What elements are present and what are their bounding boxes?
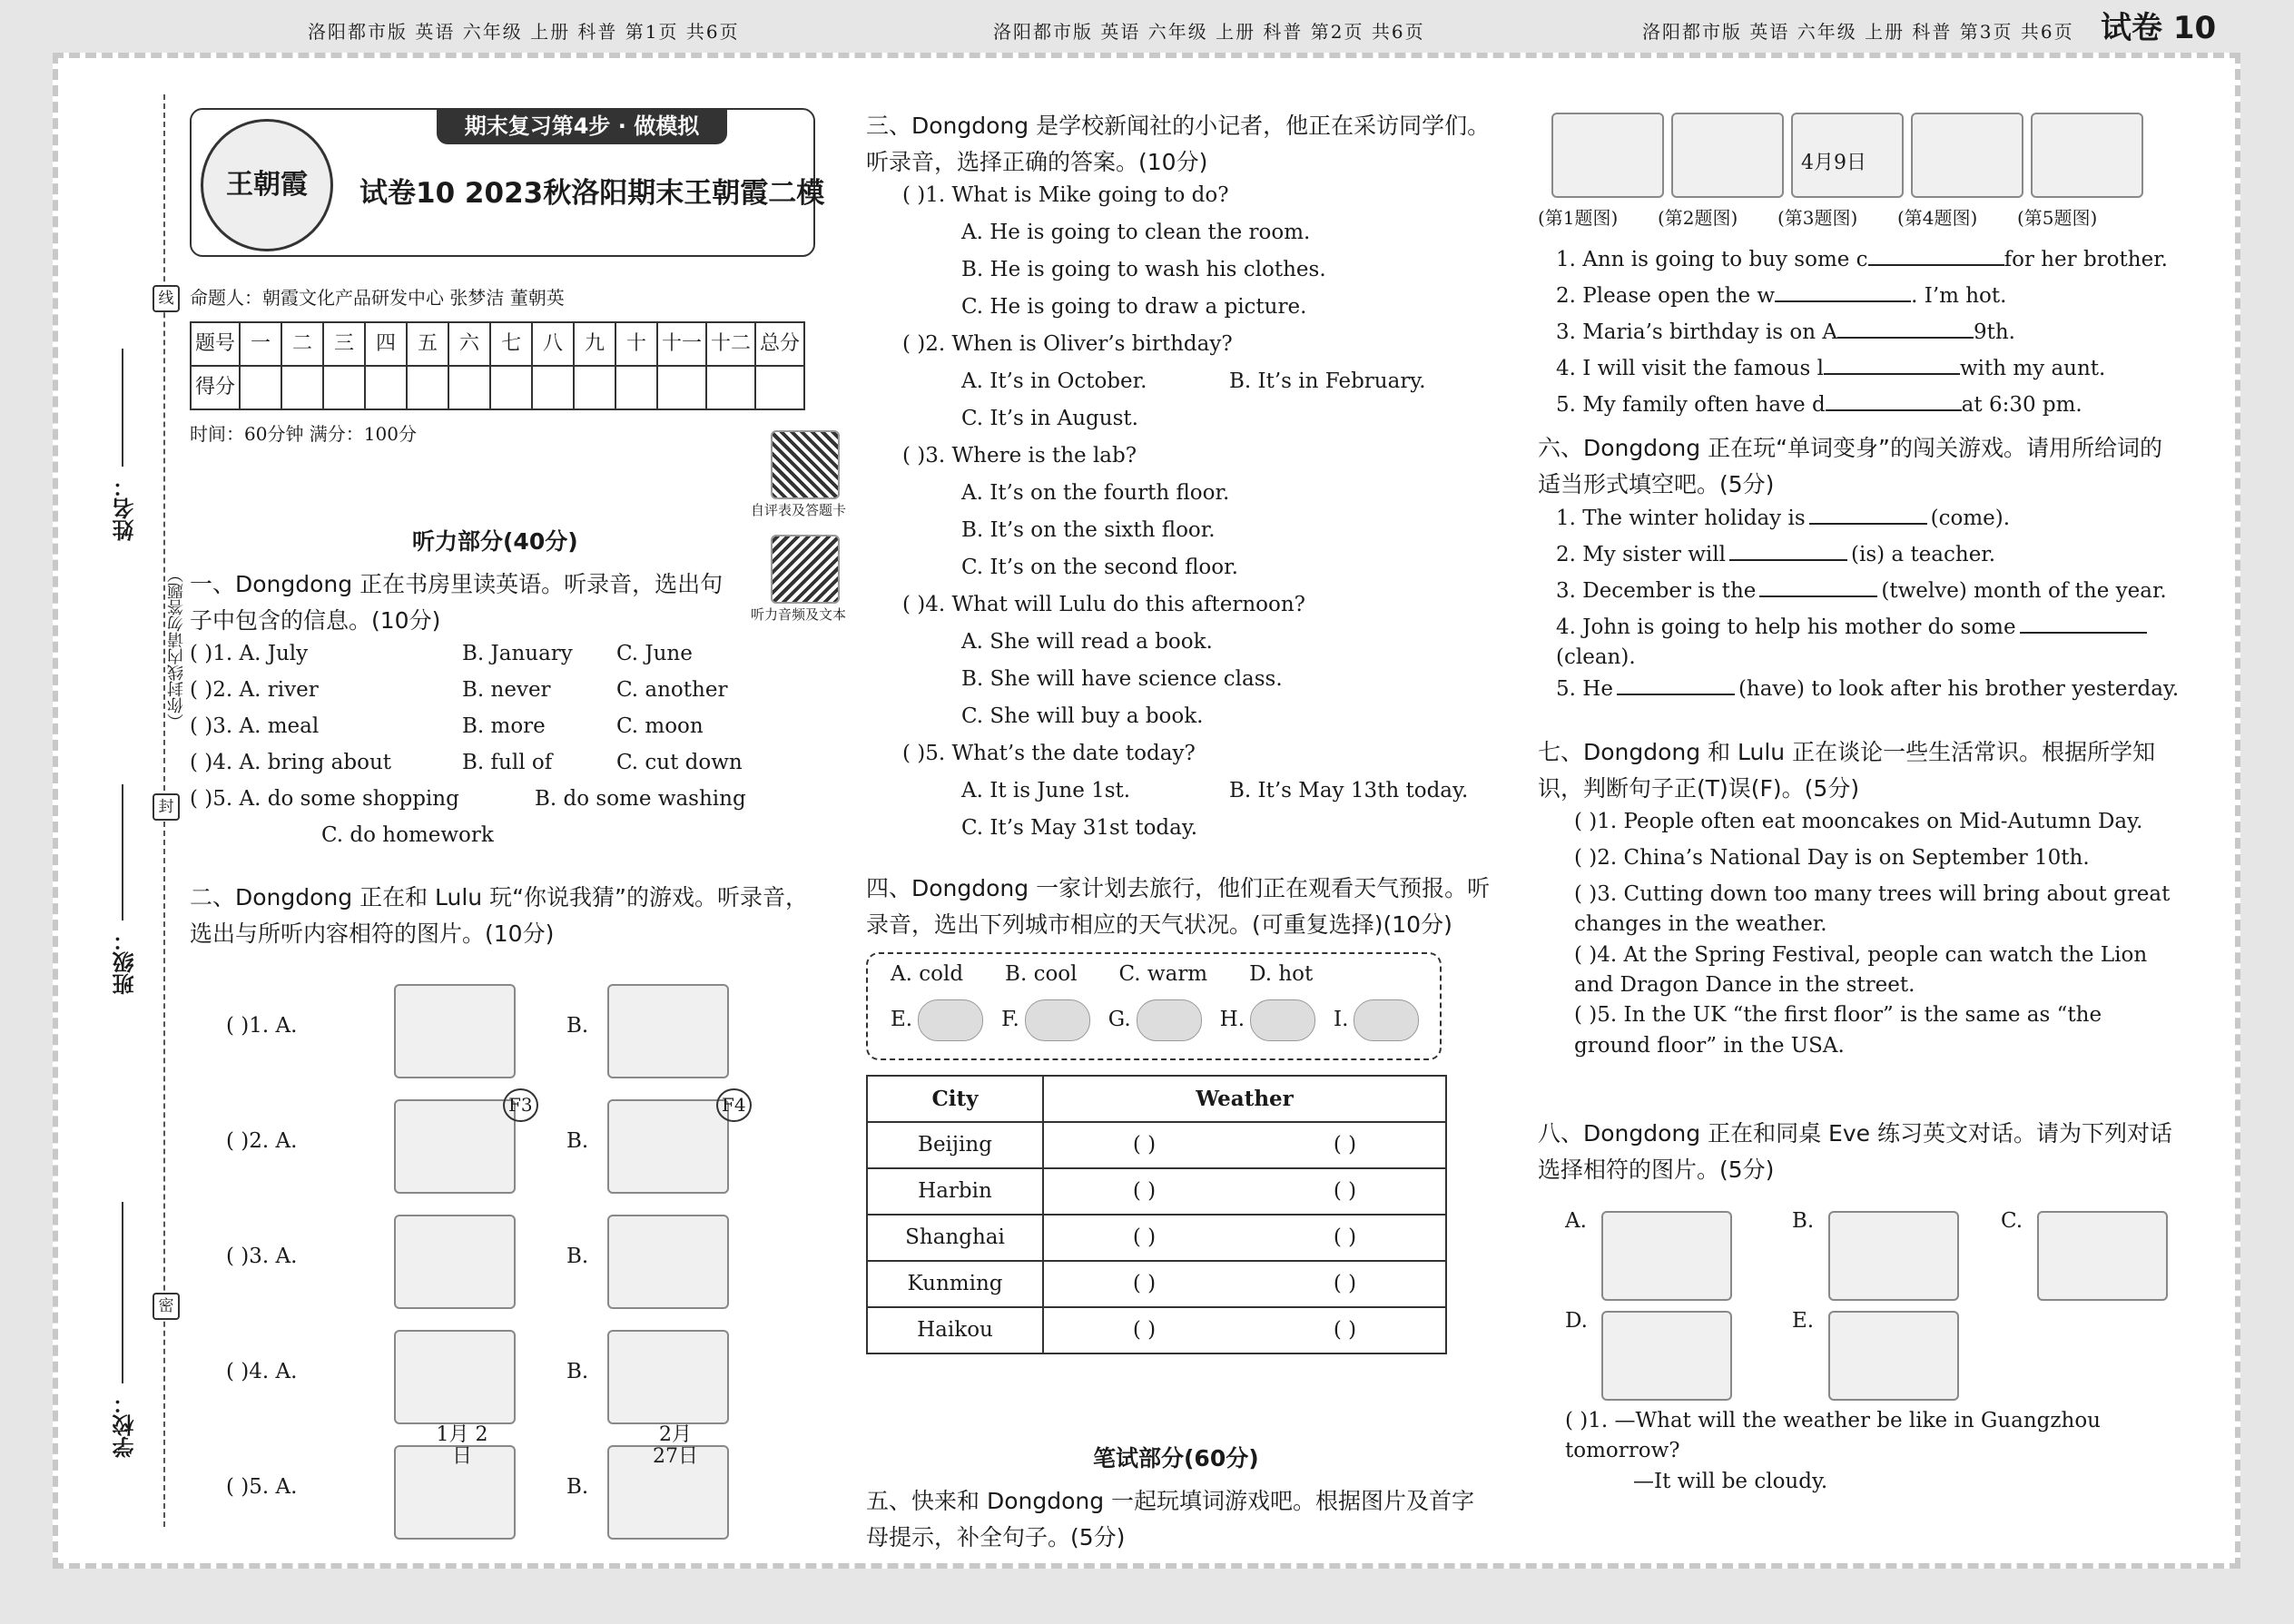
option-line <box>866 627 1492 664</box>
option-label: B. <box>566 1360 589 1383</box>
option-label: F. <box>1001 1008 1019 1032</box>
section-heading: 笔试部分(60分) <box>1093 1445 1259 1471</box>
option-text: C. cut down <box>616 751 743 774</box>
weather-icon <box>1250 999 1315 1041</box>
section-heading: 听力部分(40分) <box>412 528 578 555</box>
option-text: B. never <box>462 678 551 702</box>
picture-caption: (第4题图) <box>1897 207 1978 229</box>
answer-paren[interactable]: ( ) <box>1043 1122 1245 1168</box>
option-label: E. <box>1792 1309 1815 1333</box>
picture <box>1551 113 1664 198</box>
sentence-end: 9th. <box>1973 320 2015 344</box>
option-text: B. full of <box>462 751 553 774</box>
option-line <box>866 516 1492 553</box>
question-2 <box>190 880 816 1515</box>
weather-word: A. cold <box>891 962 964 986</box>
option-label: B. <box>566 1129 589 1153</box>
sentence-start: 4. John is going to help his mother do some <box>1556 615 2016 639</box>
option-text: ( )3. A. meal <box>190 714 320 738</box>
weather-options <box>866 952 1442 1060</box>
score-label: 得分 <box>191 366 240 409</box>
question-title: 七、Dongdong 和 Lulu 正在谈论一些生活常识。根据所学知识，判断句子正(T)误(F)。(5分) <box>1538 739 2156 802</box>
question-number: ( )2. A. <box>226 1129 298 1153</box>
score-header: 十一 <box>657 322 706 366</box>
floor-label: F4 <box>716 1088 752 1122</box>
answer-paren[interactable]: ( ) <box>1043 1307 1245 1353</box>
option-text: B. She will have science class. <box>961 667 1283 691</box>
picture <box>1911 113 2023 198</box>
option-line <box>866 702 1492 739</box>
option-text: A. It is June 1st. <box>961 779 1131 802</box>
picture-a <box>394 1099 516 1194</box>
fill-blank[interactable] <box>1824 353 1960 375</box>
school-label: 学校： <box>113 1393 138 1458</box>
answer-paren[interactable]: ( ) <box>1043 1261 1245 1307</box>
score-header: 总分 <box>755 322 804 366</box>
city-cell: Haikou <box>867 1307 1043 1353</box>
option-label: B. <box>566 1245 589 1268</box>
picture <box>2031 113 2143 198</box>
option-text: ( )4. A. bring about <box>190 751 392 774</box>
question-title: 五、快来和 Dongdong 一起玩填词游戏吧。根据图片及首字母提示，补全句子。(5分) <box>866 1488 1475 1550</box>
page-footer: 洛阳都市版 英语 六年级 上册 科普 第1页 共6页 <box>308 21 740 43</box>
picture-caption: (第1题图) <box>1538 207 1619 229</box>
weather-icon <box>1137 999 1202 1041</box>
fill-blank[interactable] <box>1868 244 2004 266</box>
answer-paren[interactable]: ( ) <box>1245 1168 1446 1215</box>
sentence-end: at 6:30 pm. <box>1961 393 2082 417</box>
dialogue-answer: —It will be cloudy. <box>1633 1469 1828 1493</box>
option-label: B. <box>566 1014 589 1038</box>
score-table <box>190 321 805 410</box>
question-number: ( )5. A. <box>226 1475 298 1499</box>
class-line <box>122 784 123 920</box>
fill-item <box>1556 244 2191 281</box>
question-number: ( )1. A. <box>226 1014 298 1038</box>
calendar-label: 1月 2日 <box>436 1423 488 1469</box>
option-label: H. <box>1219 1008 1245 1032</box>
option-text: B. do some washing <box>535 787 746 811</box>
fill-item <box>1556 674 2180 710</box>
option-line <box>866 404 1492 441</box>
question-title: 一、Dongdong 正在书房里读英语。听录音，选出句子中包含的信息。(10分) <box>190 571 724 634</box>
option-text: C. He is going to draw a picture. <box>961 295 1307 319</box>
banner: 期末复习第4步 · 做模拟 <box>437 108 727 144</box>
paper-number: 试卷 10 <box>2101 9 2217 46</box>
option-text: C. June <box>616 642 693 665</box>
list-item <box>190 712 734 748</box>
list-item <box>190 639 734 675</box>
picture-b <box>607 1099 729 1194</box>
score-cell-blank[interactable] <box>657 366 706 409</box>
city-cell: Shanghai <box>867 1215 1043 1261</box>
sentence-end: (have) to look after his brother yesterday. <box>1738 676 2180 701</box>
sentence-start: 5. My family often have d <box>1556 393 1826 417</box>
question-1 <box>190 566 746 857</box>
question-stem: ( )3. Where is the lab? <box>902 444 1137 468</box>
score-header: 二 <box>281 322 323 366</box>
floor-label: F3 <box>503 1088 538 1122</box>
question-number: ( )3. A. <box>226 1245 298 1268</box>
weather-icon <box>918 999 983 1041</box>
judge-item: ( )3. Cutting down too many trees will bring about great changes in the weather. <box>1574 882 2171 937</box>
option-label: G. <box>1108 1008 1131 1032</box>
score-cell-blank[interactable] <box>574 366 615 409</box>
judge-item: ( )1. People often eat mooncakes on Mid-Autumn Day. <box>1574 810 2143 833</box>
picture-b <box>607 984 729 1078</box>
weather-icon <box>1354 999 1419 1041</box>
option-line <box>866 367 1492 404</box>
answer-paren[interactable]: ( ) <box>1245 1122 1446 1168</box>
authors: 命题人：朝霞文化产品研发中心 张梦洁 董朝英 <box>190 287 565 309</box>
option-line <box>866 255 1492 292</box>
fill-blank[interactable] <box>1826 389 1962 411</box>
weather-option <box>891 999 983 1041</box>
answer-paren[interactable]: ( ) <box>1245 1261 1446 1307</box>
logo-seal <box>201 119 333 251</box>
option-label: E. <box>891 1008 913 1032</box>
option-text: ( )1. A. July <box>190 642 309 665</box>
fill-item <box>1556 353 2191 389</box>
option-text: C. She will buy a book. <box>961 704 1204 728</box>
score-header: 八 <box>532 322 574 366</box>
question-stem: ( )1. What is Mike going to do? <box>902 183 1229 207</box>
name-label: 姓名： <box>113 476 138 541</box>
seal-note: （你封线内请勿答题） <box>167 566 186 730</box>
score-cell-blank[interactable] <box>706 366 755 409</box>
picture-caption: (第5题图) <box>2017 207 2098 229</box>
fill-blank[interactable] <box>1837 317 1974 339</box>
class-label: 班级： <box>113 930 138 995</box>
city-cell: Harbin <box>867 1168 1043 1215</box>
picture-a <box>394 984 516 1078</box>
score-cell-blank[interactable] <box>532 366 574 409</box>
picture-b <box>607 1215 729 1309</box>
sentence-start: 2. Please open the w <box>1556 284 1776 308</box>
question-8 <box>1538 1116 2173 1497</box>
sentence-end: (twelve) month of the year. <box>1881 579 2167 603</box>
option-line <box>866 478 1492 516</box>
weather-option <box>1334 999 1419 1041</box>
col-header: City <box>867 1076 1043 1122</box>
option-text: C. It’s in August. <box>961 407 1138 430</box>
option-text: ( )5. A. do some shopping <box>190 787 459 811</box>
list-item <box>190 675 734 712</box>
option-text: A. He is going to clean the room. <box>961 221 1311 244</box>
option-text: C. It’s May 31st today. <box>961 816 1198 840</box>
fill-item <box>1556 612 2173 674</box>
score-cell-blank[interactable] <box>407 366 448 409</box>
calendar-label: 2月 27日 <box>653 1423 698 1469</box>
judge-item: ( )4. At the Spring Festival, people can watch the Lion and Dragon Dance in the street. <box>1574 942 2148 998</box>
list-item <box>190 748 743 784</box>
school-line <box>122 1202 123 1383</box>
sentence-start: 1. The winter holiday is <box>1556 507 1806 530</box>
fill-blank[interactable] <box>1759 576 1877 597</box>
answer-paren[interactable]: ( ) <box>1245 1215 1446 1261</box>
score-header: 七 <box>490 322 532 366</box>
qr-caption: 听力音频及文本 <box>751 606 847 623</box>
table-row <box>867 1261 1446 1307</box>
qr-code <box>771 430 840 499</box>
question-title: 六、Dongdong 正在玩“单词变身”的闯关游戏。请用所给词的适当形式填空吧。(5分) <box>1538 435 2162 497</box>
question-title: 八、Dongdong 正在和同桌 Eve 练习英文对话。请为下列对话选择相符的图片。(5分) <box>1538 1120 2172 1183</box>
fill-blank[interactable] <box>1775 281 1911 302</box>
option-label: B. <box>566 1475 589 1499</box>
picture <box>1828 1211 1959 1301</box>
score-header: 三 <box>323 322 365 366</box>
fill-item <box>1556 503 2173 539</box>
score-header: 十 <box>615 322 657 366</box>
picture-a <box>394 1330 516 1424</box>
judge-item: ( )2. China’s National Day is on September 10th. <box>1574 846 2090 870</box>
answer-paren[interactable]: ( ) <box>1245 1307 1446 1353</box>
sentence-end: (clean). <box>1556 645 1636 670</box>
picture-caption: (第3题图) <box>1777 207 1858 229</box>
question-title: 二、Dongdong 正在和 Lulu 玩“你说我猜”的游戏。听录音，选出与所听内容相符的图片。(10分) <box>190 884 809 947</box>
score-header: 六 <box>448 322 490 366</box>
question-stem: ( )5. What’s the date today? <box>902 742 1196 765</box>
seal-tag: 线 <box>153 285 180 312</box>
sentence-start: 2. My sister will <box>1556 543 1726 566</box>
option-line <box>866 664 1492 702</box>
fill-blank[interactable] <box>1809 503 1927 525</box>
sentence-start: 3. December is the <box>1556 579 1757 603</box>
question-7 <box>1538 734 2173 1061</box>
table-row <box>867 1168 1446 1215</box>
question-title: 三、Dongdong 是学校新闻社的小记者，他正在采访同学们。听录音，选择正确的答案。(10分) <box>866 113 1491 175</box>
score-cell-blank[interactable] <box>323 366 365 409</box>
option-text: B. He is going to wash his clothes. <box>961 258 1326 281</box>
option-line <box>866 292 1492 330</box>
score-header: 十二 <box>706 322 755 366</box>
sentence-start: 1. Ann is going to buy some c <box>1556 248 1868 271</box>
fill-blank[interactable] <box>1729 539 1847 561</box>
weather-option <box>1108 999 1202 1041</box>
picture-a <box>394 1215 516 1309</box>
option-text: C. do homework <box>321 823 494 847</box>
score-cell-blank[interactable] <box>281 366 323 409</box>
table-row <box>867 1122 1446 1168</box>
fill-item <box>1556 539 2173 576</box>
seal-tag: 封 <box>153 793 180 821</box>
option-line <box>866 218 1492 255</box>
option-text: B. January <box>462 642 573 665</box>
binding-sidebar <box>76 58 194 1563</box>
weather-word: C. warm <box>1118 962 1208 986</box>
option-text: B. It’s on the sixth floor. <box>961 518 1216 542</box>
page-footer: 洛阳都市版 英语 六年级 上册 科普 第3页 共6页 <box>1642 21 2074 43</box>
picture-caption: (第2题图) <box>1658 207 1738 229</box>
sentence-start: 3. Maria’s birthday is on A <box>1556 320 1837 344</box>
option-text: ( )2. A. river <box>190 678 319 702</box>
weather-word: B. cool <box>1005 962 1078 986</box>
picture-b <box>607 1330 729 1424</box>
weather-word: D. hot <box>1249 962 1314 986</box>
name-line <box>122 349 123 467</box>
sentence-start: 4. I will visit the famous l <box>1556 357 1824 380</box>
option-text: B. more <box>462 714 546 738</box>
score-header: 一 <box>240 322 281 366</box>
sentence-end: . I’m hot. <box>1911 284 2007 308</box>
paper-title: 试卷10 2023秋洛阳期末王朝霞二模 <box>359 177 825 210</box>
sentence-end: with my aunt. <box>1959 357 2106 380</box>
score-header: 题号 <box>191 322 240 366</box>
option-text: A. She will read a book. <box>961 630 1213 654</box>
score-header: 四 <box>365 322 407 366</box>
sentence-end: (is) a teacher. <box>1851 543 1996 566</box>
question-3 <box>866 108 1492 851</box>
table-row <box>867 1215 1446 1261</box>
option-text: B. It’s in February. <box>1229 369 1426 393</box>
logo-text: 王朝霞 <box>226 169 308 202</box>
option-label: D. <box>1565 1309 1588 1333</box>
score-cell-blank[interactable] <box>240 366 281 409</box>
option-text: A. It’s on the fourth floor. <box>961 481 1230 505</box>
option-label: A. <box>1565 1209 1587 1233</box>
judge-item: ( )5. In the UK “the first floor” is the same as “the ground floor” in the USA. <box>1574 1003 2102 1058</box>
sentence-end: (come). <box>1930 507 2011 530</box>
option-text: C. It’s on the second floor. <box>961 556 1238 579</box>
fill-item <box>1556 389 2191 426</box>
option-text: C. another <box>616 678 728 702</box>
question-6 <box>1538 430 2180 710</box>
option-label: I. <box>1334 1008 1349 1032</box>
option-text: A. It’s in October. <box>961 369 1147 393</box>
header-box <box>190 108 825 257</box>
option-text: C. moon <box>616 714 704 738</box>
option-text: B. It’s May 13th today. <box>1229 779 1469 802</box>
answer-paren[interactable]: ( ) <box>1043 1215 1245 1261</box>
option-line <box>866 553 1492 590</box>
option-label: C. <box>2001 1209 2023 1233</box>
fill-blank[interactable] <box>2020 612 2147 634</box>
question-stem: ( )4. What will Lulu do this afternoon? <box>902 593 1305 616</box>
option-line <box>866 776 1492 813</box>
fill-item <box>1556 281 2191 317</box>
score-header: 九 <box>574 322 615 366</box>
weather-icon <box>1025 999 1090 1041</box>
picture <box>1601 1211 1732 1301</box>
answer-paren[interactable]: ( ) <box>1043 1168 1245 1215</box>
table-row <box>867 1307 1446 1353</box>
list-item <box>190 784 746 857</box>
fill-blank[interactable] <box>1617 674 1735 695</box>
weather-option <box>1220 999 1315 1041</box>
sentence-start: 5. He <box>1556 676 1613 701</box>
sentence-end: for her brother. <box>2004 248 2168 271</box>
question-5 <box>866 1483 1492 1556</box>
exam-sheet <box>53 9 2240 1569</box>
picture <box>2037 1211 2168 1301</box>
weather-option <box>1001 999 1090 1041</box>
page-footer: 洛阳都市版 英语 六年级 上册 科普 第2页 共6页 <box>993 21 1425 43</box>
score-cell-blank[interactable] <box>755 366 804 409</box>
picture <box>1601 1311 1732 1401</box>
col-header: Weather <box>1043 1076 1446 1122</box>
question-title: 四、Dongdong 一家计划去旅行，他们正在观看天气预报。听录音，选出下列城市相应的天气状况。(可重复选择)(10分) <box>866 875 1491 938</box>
option-line <box>866 813 1492 851</box>
dialogue-question: ( )1. —What will the weather be like in Guangzhou tomorrow? <box>1565 1409 2101 1463</box>
qr-caption: 自评表及答题卡 <box>751 502 847 518</box>
calendar-label: 4月9日 <box>1801 152 1866 174</box>
seal-tag: 密 <box>153 1293 180 1320</box>
question-number: ( )4. A. <box>226 1360 298 1383</box>
city-cell: Kunming <box>867 1261 1043 1307</box>
question-4 <box>866 871 1492 1354</box>
time-info: 时间：60分钟 满分：100分 <box>190 423 417 445</box>
question-stem: ( )2. When is Oliver’s birthday? <box>902 332 1233 356</box>
qr-code <box>771 535 840 604</box>
picture <box>1671 113 1784 198</box>
picture <box>1828 1311 1959 1401</box>
city-cell: Beijing <box>867 1122 1043 1168</box>
score-cell-blank[interactable] <box>615 366 657 409</box>
score-cell-blank[interactable] <box>365 366 407 409</box>
fill-item <box>1556 317 2191 353</box>
score-cell-blank[interactable] <box>490 366 532 409</box>
fill-item <box>1556 576 2173 612</box>
weather-table <box>866 1075 1447 1354</box>
score-cell-blank[interactable] <box>448 366 490 409</box>
option-label: B. <box>1792 1209 1815 1233</box>
score-header: 五 <box>407 322 448 366</box>
